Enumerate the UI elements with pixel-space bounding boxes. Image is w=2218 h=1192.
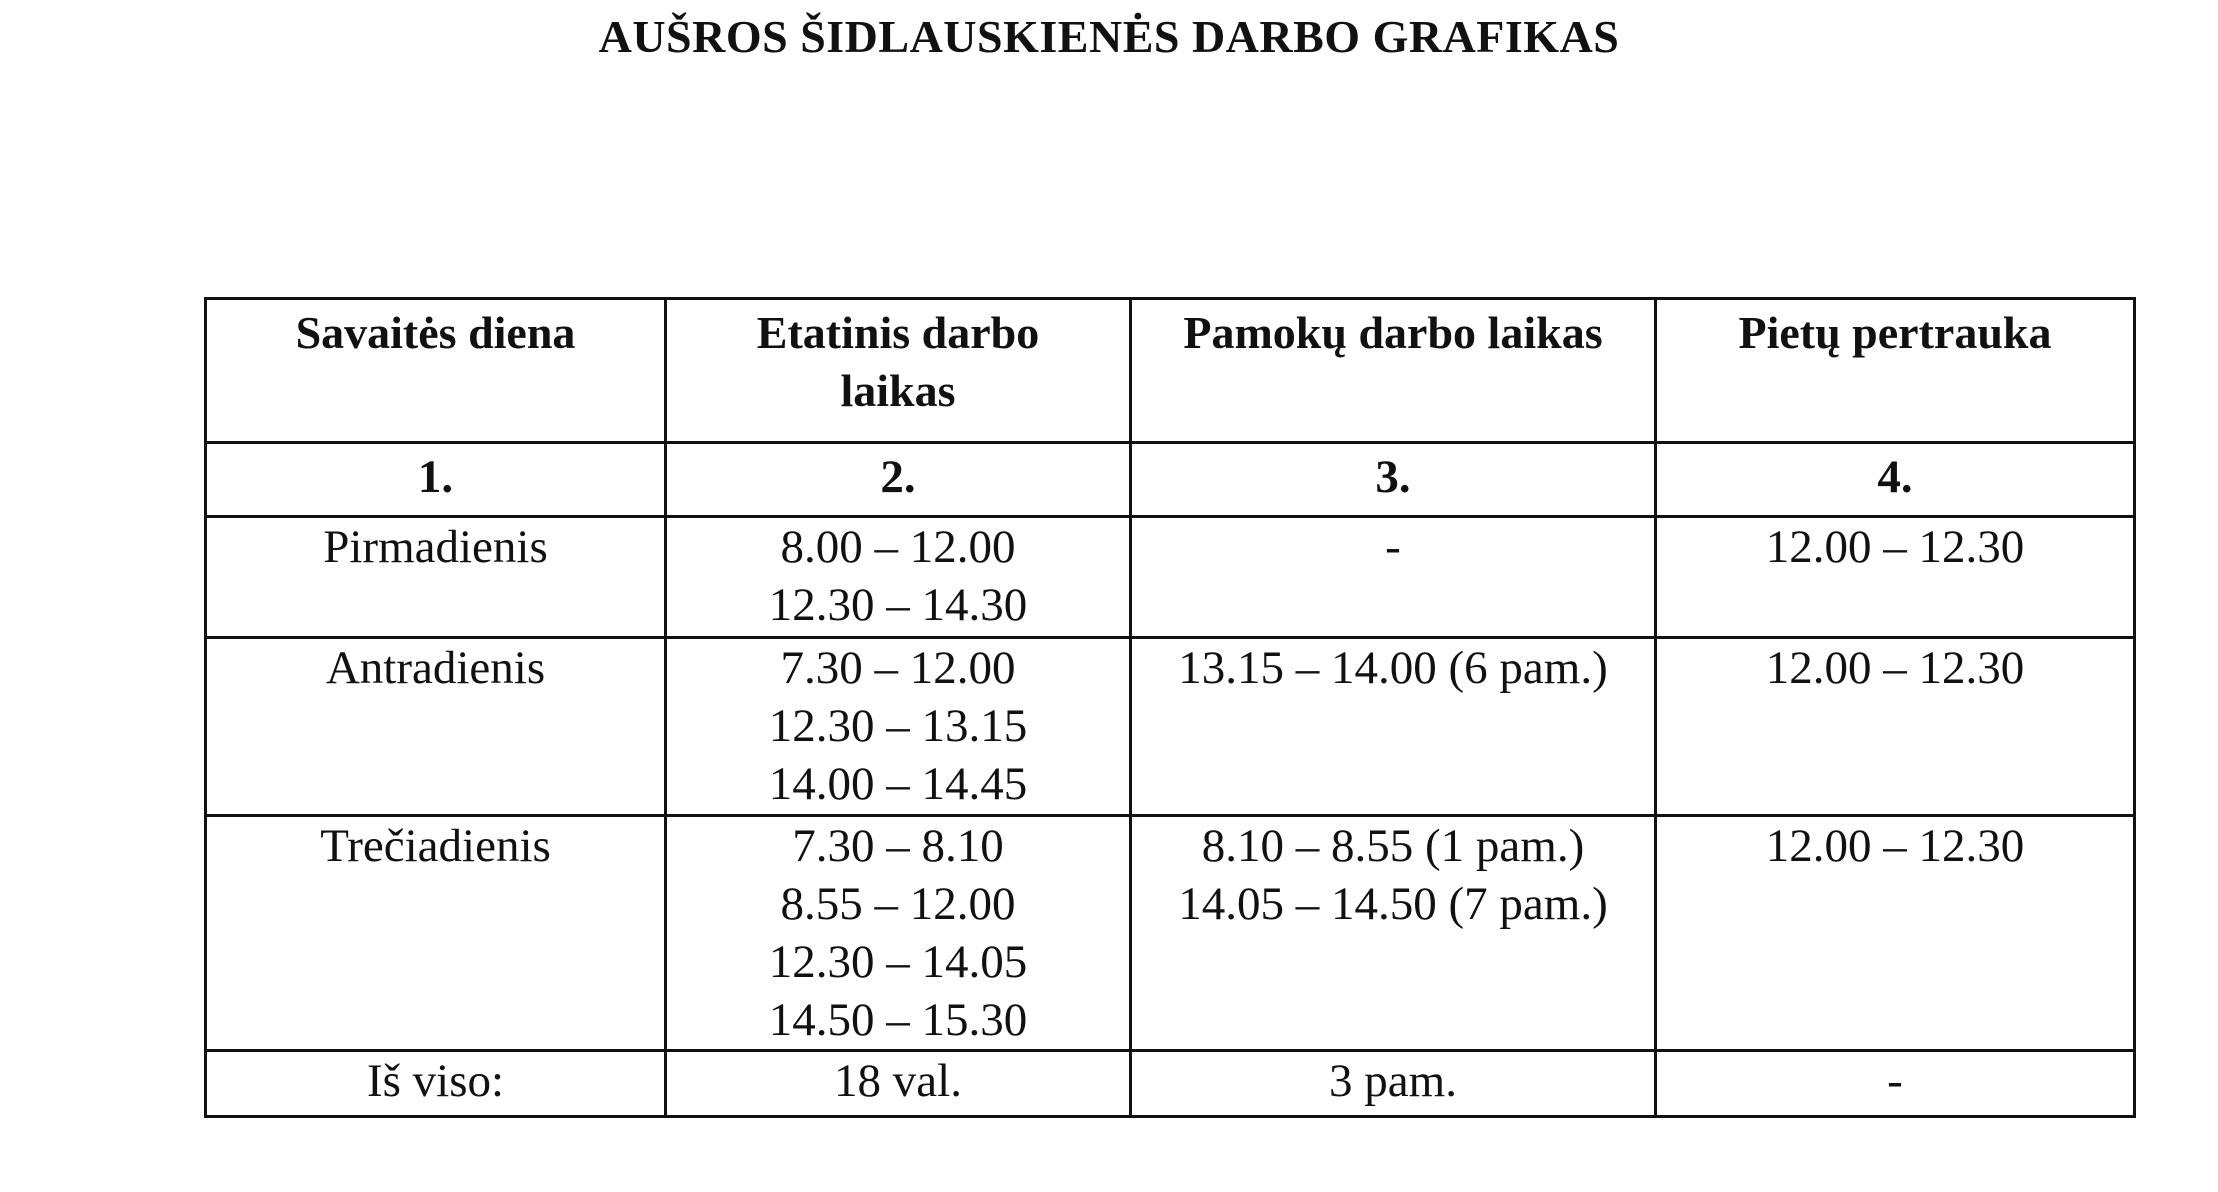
weekday-cell: Antradienis xyxy=(206,638,666,816)
lunch-break-cell: 12.00 – 12.30 xyxy=(1656,816,2135,1051)
table-header-row xyxy=(206,299,2135,443)
totals-regular-hours: 18 val. xyxy=(666,1051,1131,1117)
header-weekday: Savaitės diena xyxy=(206,299,666,443)
work-schedule-table xyxy=(204,297,2136,1118)
regular-hours-cell: 7.30 – 12.00 12.30 – 13.15 14.00 – 14.45 xyxy=(666,638,1131,816)
column-number: 4. xyxy=(1656,443,2135,517)
weekday-cell: Trečiadienis xyxy=(206,816,666,1051)
regular-hours-cell: 8.00 – 12.00 12.30 – 14.30 xyxy=(666,517,1131,638)
lesson-hours-cell: 8.10 – 8.55 (1 pam.) 14.05 – 14.50 (7 pam.) xyxy=(1131,816,1656,1051)
lesson-hours-cell: 13.15 – 14.00 (6 pam.) xyxy=(1131,638,1656,816)
totals-label: Iš viso: xyxy=(206,1051,666,1117)
column-number: 1. xyxy=(206,443,666,517)
lunch-break-cell: 12.00 – 12.30 xyxy=(1656,638,2135,816)
header-lunch-break: Pietų pertrauka xyxy=(1656,299,2135,443)
totals-lesson-hours: 3 pam. xyxy=(1131,1051,1656,1117)
lesson-hours-cell: - xyxy=(1131,517,1656,638)
table-row xyxy=(206,638,2135,816)
column-number: 2. xyxy=(666,443,1131,517)
table-row xyxy=(206,517,2135,638)
table-row xyxy=(206,816,2135,1051)
totals-lunch-break: - xyxy=(1656,1051,2135,1117)
header-regular-hours: Etatinis darbo laikas xyxy=(666,299,1131,443)
page-title: AUŠROS ŠIDLAUSKIENĖS DARBO GRAFIKAS xyxy=(598,11,1620,62)
regular-hours-cell: 7.30 – 8.10 8.55 – 12.00 12.30 – 14.05 14.50 – 15.30 xyxy=(666,816,1131,1051)
totals-row xyxy=(206,1051,2135,1117)
column-number-row xyxy=(206,443,2135,517)
column-number: 3. xyxy=(1131,443,1656,517)
weekday-cell: Pirmadienis xyxy=(206,517,666,638)
lunch-break-cell: 12.00 – 12.30 xyxy=(1656,517,2135,638)
header-lesson-hours: Pamokų darbo laikas xyxy=(1131,299,1656,443)
